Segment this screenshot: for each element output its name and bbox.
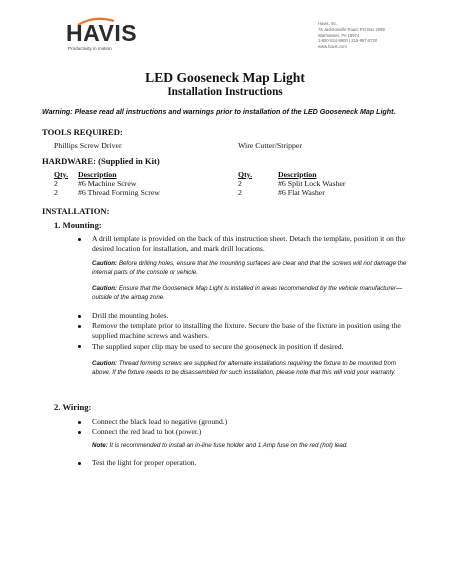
list-item <box>76 417 406 427</box>
address-line: www.havis.com <box>318 44 347 50</box>
hardware-qty: 2 <box>54 179 58 188</box>
caution-text: Thread forming screws are supplied for alternate installations requiring the fixture to be mounted from above. If the fixture needs to be disassembled for such installation, please note that this will void your warranty. <box>92 360 397 377</box>
wiring-steps-2 <box>76 458 406 468</box>
description-header: Description <box>278 170 317 179</box>
caution-note <box>92 259 412 278</box>
note-text: It is recommended to install an in-line fuse holder and 1 Amp fuse on the red (hot) lead. <box>107 442 348 449</box>
caution-text: Before drilling holes, ensure that the mounting surfaces are clear and that the screws will not damage the internal parts of the console or vehicle. <box>92 260 407 277</box>
logo-text: HAVIS <box>66 20 138 46</box>
note-label: Note: <box>92 442 108 449</box>
list-item <box>76 458 406 468</box>
list-item-text: Test the light for proper operation. <box>92 458 197 467</box>
hardware-heading: HARDWARE: (Supplied in Kit) <box>42 156 160 166</box>
bullet-icon <box>78 462 81 465</box>
bullet-icon <box>78 431 81 434</box>
caution-label: Caution: <box>92 260 118 267</box>
list-item-text: Drill the mounting holes. <box>92 311 169 320</box>
tools-heading: TOOLS REQUIRED: <box>42 127 123 137</box>
document-title: LED Gooseneck Map Light <box>145 70 305 85</box>
hardware-desc: #6 Machine Screw <box>78 179 137 188</box>
wiring-heading: 2. Wiring: <box>54 402 92 412</box>
qty-header: Qty. <box>54 170 69 179</box>
bullet-icon <box>78 315 81 318</box>
list-item-text: Connect the black lead to negative (ground.) <box>92 417 228 426</box>
description-header: Description <box>78 170 117 179</box>
address-line: 1-800-524-9900 | 215-957-0720 <box>318 38 378 44</box>
wiring-note <box>92 441 412 450</box>
caution-note <box>92 359 412 378</box>
caution-label: Caution: <box>92 285 118 292</box>
hardware-qty: 2 <box>238 179 242 188</box>
list-item-text: Connect the red lead to hot (power.) <box>92 427 202 437</box>
company-address <box>318 21 428 50</box>
list-item <box>76 321 406 341</box>
list-item-text: A drill template is provided on the back of this instruction sheet. Detach the template, position it on the desired location for installation, and mark drill locations. <box>92 234 405 254</box>
hardware-qty: 2 <box>238 188 242 197</box>
bullet-icon <box>78 345 81 348</box>
installation-heading: INSTALLATION: <box>42 206 110 216</box>
hardware-desc: #6 Thread Forming Screw <box>78 188 160 197</box>
qty-header: Qty. <box>238 170 253 179</box>
list-item <box>76 311 406 321</box>
list-item-text: The supplied super clip may be used to secure the gooseneck in position if desired. <box>92 341 344 351</box>
tool-item: Wire Cutter/Stripper <box>238 141 302 150</box>
mounting-steps-2 <box>76 311 406 352</box>
mounting-heading: 1. Mounting: <box>54 220 102 230</box>
bullet-icon <box>78 421 81 424</box>
bullet-icon <box>78 238 81 241</box>
hardware-desc: #6 Flat Washer <box>278 188 325 197</box>
caution-note <box>92 284 412 303</box>
address-line: Havis, Inc. <box>318 21 338 26</box>
list-item-text: Remove the template prior to installing the fixture. Secure the base of the fixture in position using the supplied machine screws and washers. <box>92 321 401 341</box>
list-item <box>76 234 406 254</box>
hardware-desc: #6 Split Lock Washer <box>278 179 346 188</box>
address-line: Warminster, PA 18974 <box>318 32 360 38</box>
warning-text: Warning: Please read all instructions and warnings prior to installation of the LED Gooseneck Map Light. <box>42 108 396 116</box>
caution-label: Caution: <box>92 360 118 367</box>
havis-logo <box>66 22 186 56</box>
mounting-steps-1 <box>76 234 406 254</box>
address-line: 75 Jacksonville Road, PO Box 2099 <box>318 26 385 32</box>
wiring-steps-1 <box>76 417 406 437</box>
caution-text: Ensure that the Gooseneck Map Light is installed in areas recommended by the vehicle manufacturer—outside of the airbag zone. <box>92 285 403 302</box>
bullet-icon <box>78 325 81 328</box>
logo-tagline: Productivity in motion <box>68 46 112 51</box>
list-item <box>76 427 406 437</box>
hardware-qty: 2 <box>54 188 58 197</box>
document-subtitle: Installation Instructions <box>167 86 283 98</box>
list-item <box>76 342 406 352</box>
tool-item: Phillips Screw Driver <box>54 141 122 150</box>
